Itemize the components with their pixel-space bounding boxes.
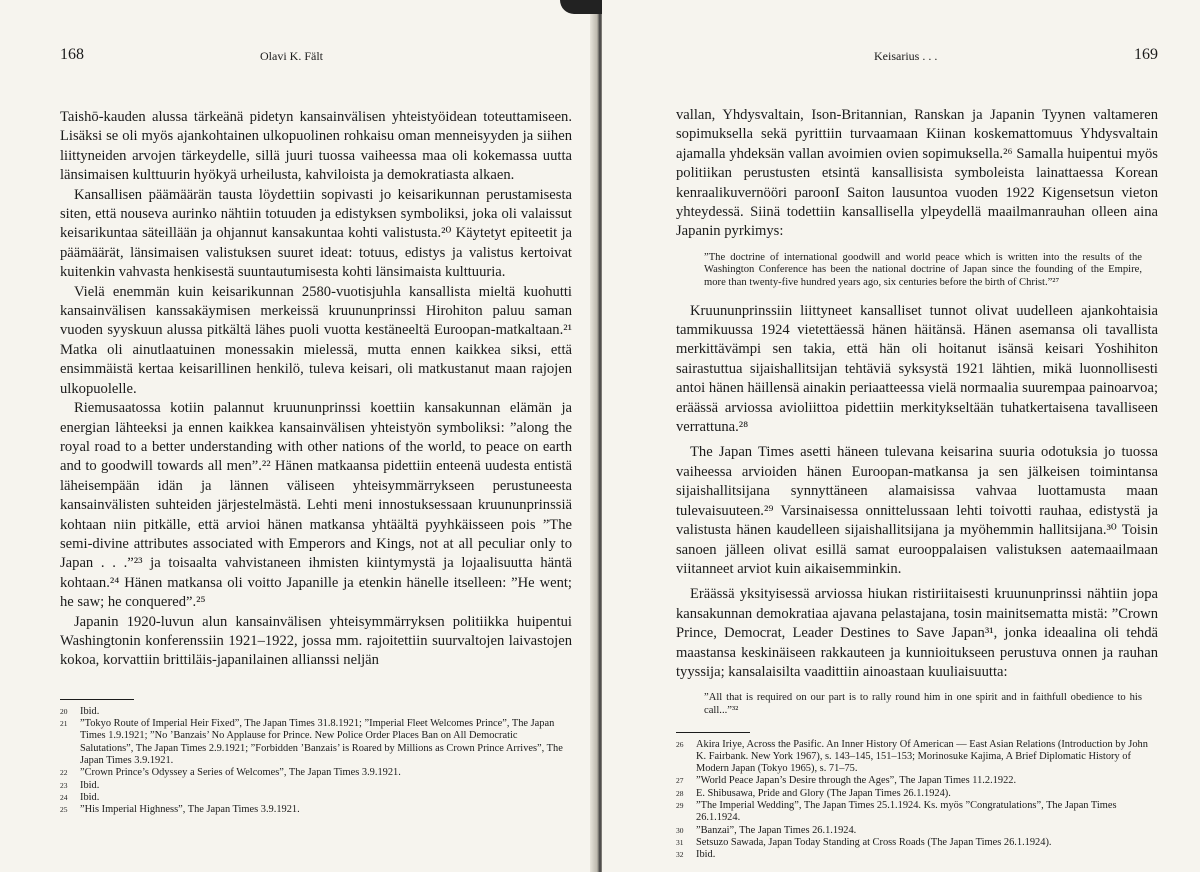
footnote-text: ”Tokyo Route of Imperial Heir Fixed”, The Japan Times 31.8.1921; ”Imperial Fleet Welcomes Prince”, The Japan Times 1.9.1921; ”No ’Banzais’ No Applause for Prince. New Police Order Places Ban on All Democratic Salutations”, The Japan Times 2.9.1921; ”Forbidden ’Banzais’ is Roared by Millions as Crown Prince Arrives”, The Japan Times 3.9.1921. [80, 718, 563, 766]
footnote-text: ”His Imperial Highness”, The Japan Times 3.9.1921. [80, 804, 300, 816]
right-body-text [676, 106, 1158, 718]
left-paragraph-2: Kansallisen päämäärän tausta löydettiin sopivasti jo keisarikunnan perustamisesta siten, että nouseva aurinko nähtiin totuuden ja edistyksen symboliksi, joka oli valaissut keisarikuntaa säteillään ja ohjannut kansakuntaa kohti valistusta.²⁰ Käytetyt epiteetit ja päämäärät, länsimaisen valistuksen suuret ideat: totuus, edistys ja valistus kertoivat kuitenkin vahvasta henkisestä suuntautumisesta kohti länsimaista kulttuuria. [60, 186, 572, 281]
block-quote-2: ”All that is required on our part is to rally round him in one spirit and in faithfull obedience to his call...”³² [704, 692, 1142, 716]
right-footnotes [676, 739, 1158, 862]
right-page [602, 0, 1200, 872]
footnote [60, 767, 572, 779]
footnote-text: E. Shibusawa, Pride and Glory (The Japan Times 26.1.1924). [696, 787, 951, 799]
left-page-number: 168 [60, 46, 84, 63]
left-running-head: Olavi K. Fält [260, 49, 323, 63]
footnote [676, 775, 1158, 787]
footnote-text: ”Crown Prince’s Odyssey a Series of Welcomes”, The Japan Times 3.9.1921. [80, 767, 401, 779]
footnote [676, 825, 1158, 837]
footnote-number: 32 [676, 850, 684, 860]
footnote [60, 706, 572, 718]
footnote [60, 780, 572, 792]
footnote-text: ”The Imperial Wedding”, The Japan Times 25.1.1924. Ks. myös ”Congratulations”, The Japan Times 26.1.1924. [696, 800, 1117, 824]
footnote-number: 25 [60, 805, 68, 815]
footnote-number: 21 [60, 719, 68, 729]
right-paragraph-2: Kruununprinssiin liittyneet kansalliset tunnot olivat uudelleen ajankohtaisia tammikuussa 1924 vietettäessä hänen häitänsä. Hänen asemansa oli tavallista merkittävämpi sen takia, että hän oli hoitanut isänsä keisari Yoshihiton sairastuttua sijaishallitsijan tehtäviä syksystä 1921 lähtien, mikä luonnollisesti antoi hänen häillensä ainakin periaatteessa vielä normaalia suurempaa painoarvoa; eräässä arviossa avioliittoa pidettiin merkitykseltään tuhatkertaisena tavalliseen verrattuna.²⁸ [676, 302, 1158, 436]
right-header [676, 46, 1158, 68]
footnote-number: 27 [676, 776, 684, 786]
footnote-number: 26 [676, 739, 684, 749]
footnote-text: Ibid. [696, 849, 716, 861]
right-paragraph-3: The Japan Times asetti häneen tulevana keisarina suuria odotuksia jo tuossa vaiheessa arvioiden hänen Euroopan-matkansa ja sen jälkeisen toimintansa sijaishallitsijana synnyttäneen alamaisissa vahvaa luottamusta maan tulevaisuuteen.²⁹ Varsinaisessa onnittelussaan lehti toivotti rauhaa, edistystä ja valistusta hänen kaudelleen sijaishallitsijana ja myöhemmin hallitsijana.³⁰ Toisin sanoen jälleen olivat esillä samat eurooppalaisen valistuksen aatemaailmaan viitanneet arviot kuin aikaisemminkin. [676, 444, 1158, 577]
left-page [0, 0, 598, 872]
footnote-number: 20 [60, 706, 68, 716]
footnote [60, 792, 572, 804]
left-footnotes [60, 706, 572, 817]
footnote-text: Ibid. [80, 779, 100, 791]
footnote-number: 31 [676, 837, 684, 847]
footnote-number: 29 [676, 801, 684, 811]
footnote-number: 28 [676, 788, 684, 798]
footnote [676, 849, 1158, 861]
footnote [676, 739, 1158, 776]
left-body-text [60, 108, 572, 671]
footnote-text: Ibid. [80, 705, 100, 717]
right-paragraph-4: Eräässä yksityisessä arviossa hiukan ristiriitaisesti kruununprinssi nähtiin jopa kansakunnan demokratiaa ajavana pelastajana, tosin mainitsematta mistä: ”Crown Prince, Democrat, Leader Destines to Save Japan³¹, jonka ideaalina oli tehdä maastansa keskinäiseen rakkauteen ja kunnioitukseen perustuva onnen ja rauhan tyyssija; kansalaisilta vaadittiin ainoastaan kuuliaisuutta: [676, 586, 1158, 680]
left-paragraph-5: Japanin 1920-luvun alun kansainvälisen yhteisymmärryksen politiikka huipentui Washingtonin konferenssiin 1921–1922, jossa mm. rajoitettiin suurvaltojen laivastojen kokoa, korvattiin brittiläis-japanilainen allianssi neljän [60, 613, 572, 669]
left-paragraph-1: Taishō-kauden alussa tärkeänä pidetyn kansainvälisen yhteistyöidean toteuttamiseen. Lisäksi se oli myös ajankohtainen ulkopuolinen rohkaisu oman menneisyyden ja siihen liittyneiden arvojen tärkeydelle, sillä juuri tuossa vaiheessa maa oli kokemassa uutta länsimaisen kulttuurin hyökyä urheilusta, kahviloista ja demokratiasta alkaen. [60, 109, 572, 184]
footnote-text: ”Banzai”, The Japan Times 26.1.1924. [696, 824, 857, 836]
footnote-text: ”World Peace Japan’s Desire through the Ages”, The Japan Times 11.2.1922. [696, 775, 1017, 787]
footnote [676, 800, 1158, 825]
right-paragraph-1: vallan, Yhdysvaltain, Ison-Britannian, Ranskan ja Japanin Tyynen valtameren sopimuksella sekä pyrittiin turvaamaan Kiinan koskemattomuus Yhdysvaltain ajamalla yhdeksän vallan avoimien ovien sopimuksella.²⁶ Samalla huipentui myös politiikan perustusten etsintä kansallisista symboleista lainattaessa Korean kenraalikuvernööri paroonI Saiton lausuntoa vuoden 1922 Kigensetsun vieton yhteydessä. Siinä todettiin kansallisella ylpeydellä maailmanrauhan olleen aina Japanin pyrkimys: [676, 107, 1158, 240]
right-page-number: 169 [1134, 46, 1158, 63]
footnote-number: 24 [60, 792, 68, 802]
footnote-number: 30 [676, 825, 684, 835]
footnote [60, 804, 572, 816]
footnote [676, 837, 1158, 849]
right-running-head: Keisarius . . . [874, 49, 938, 63]
footnote-text: Akira Iriye, Across the Pasific. An Inner History Of American — East Asian Relations (Introduction by John K. Fairbank. New York 1967), s. 143–145, 151–153; Morinosuke Kajima, A Brief Diplomatic History of Modern Japan (Tokyo 1965), s. 71–75. [696, 738, 1148, 775]
left-header [60, 46, 572, 68]
footnote-number: 23 [60, 780, 68, 790]
right-footnote-rule [676, 732, 750, 733]
left-paragraph-3: Vielä enemmän kuin keisarikunnan 2580-vuotisjuhla kansallista mieltä kuohutti kansainvälisen kanssakäymisen merkeissä kruununprinssi Hirohiton paluu saman vuoden syyskuun alussa pitkältä lähes puoli vuotta kestäneeltä Euroopan-matkaltaan.²¹ Matka oli ainutlaatuinen monessakin mielessä, mutta ennen kaikkea siksi, että ensimmäistä kertaa keisarillinen henkilö, tuleva keisari, oli matkustanut maan rajojen ulkopuolelle. [60, 283, 572, 397]
footnote-text: Setsuzo Sawada, Japan Today Standing at Cross Roads (The Japan Times 26.1.1924). [696, 836, 1052, 848]
left-paragraph-4: Riemusaatossa kotiin palannut kruununprinssi koettiin kansakunnan elämän ja energian lähteeksi ja ennen kaikkea kansainvälisen yhteistyön symboliksi: ”along the royal road to a better understanding with other nations of the world, to peace on earth and to goodwill towards all men”.²² Hänen matkaansa pidettiin enteenä uudesta entistä läheisempään idän ja lännen väliseen yhteisymmärrykseen perustuneesta kansainvälisten suhteiden järjestelmästä. Lehti meni innostuksessaan kruununprinssiä kohtaan niin pitkälle, että arvioi hänen matkansa yhtäältä pyyhkäisseen pois ”The semi-divine attributes associated with Emperors and Kings, not at all peculiar only to Japan . . .”²³ ja toisaalta vahvistaneen ihmisten kiintymystä ja lojaalisuutta häntä kohtaan.²⁴ Hänen matkansa oli voitto Japanille ja etenkin hänelle itselleen: ”He went; he saw; he conquered”.²⁵ [60, 400, 572, 611]
footnote [676, 788, 1158, 800]
left-footnote-rule [60, 699, 134, 700]
footnote [60, 718, 572, 767]
footnote-text: Ibid. [80, 791, 100, 803]
block-quote-1: ”The doctrine of international goodwill and world peace which is written into the results of the Washington Conference has been the national doctrine of Japan since the founding of the Empire, more than twenty-five hundred years ago, six centuries before the birth of Christ.”²⁷ [704, 251, 1142, 289]
footnote-number: 22 [60, 768, 68, 778]
